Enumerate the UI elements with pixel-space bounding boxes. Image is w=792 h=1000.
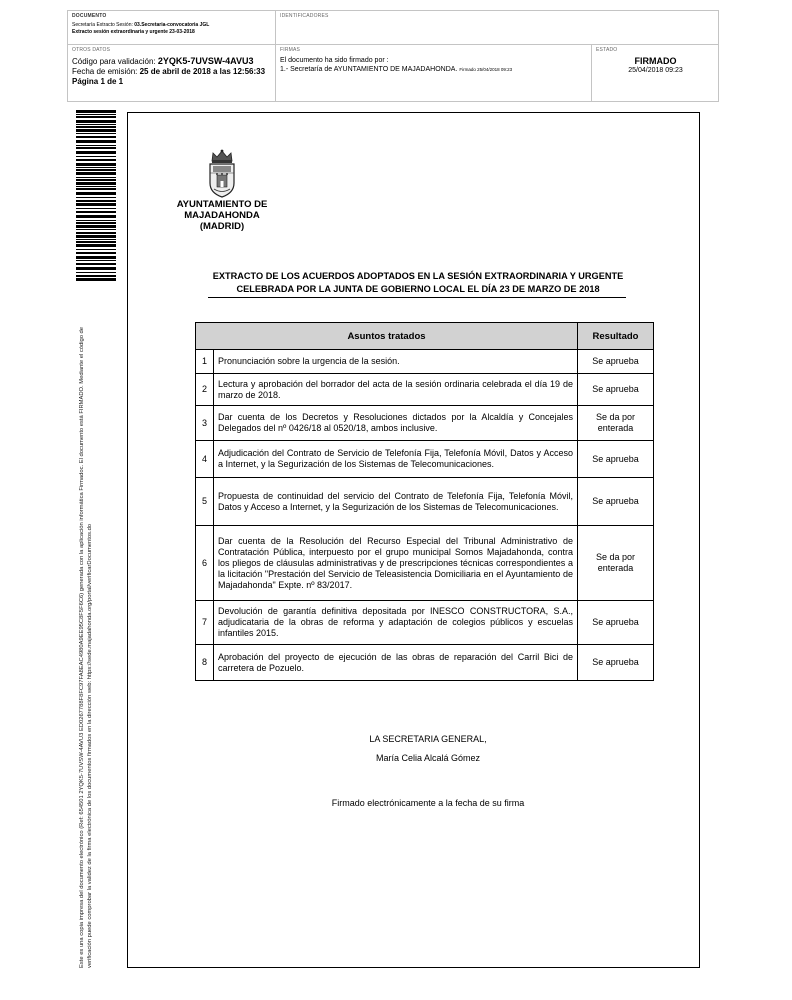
row-number: 8 <box>196 645 214 681</box>
table-row <box>196 374 654 406</box>
row-subject: Pronunciación sobre la urgencia de la sesión. <box>214 350 578 374</box>
table-row <box>196 645 654 681</box>
side-note-line1: Este es una copia impresa del documento electrónico (Ref: 654501 2YQK5-7UVSW-4AVU3 ED0267788F8FC97FA8EAC4980A9EE95C8F5F6C6) generada con la aplicación informática Firmadoc. El documento está FIRMADO. Mediante el código de <box>79 326 85 968</box>
row-subject: Aprobación del proyecto de ejecución de las obras de reparación del Carril Bici de carretera de Pozuelo. <box>214 645 578 681</box>
row-subject: Dar cuenta de la Resolución del Recurso Especial del Tribunal Administrativo de Contratación Pública, interpuesto por el grupo municipal Somos Majadahonda, contra los pliegos de cláusulas administrativas y de prescripciones técnicas correspondientes a la licitación "Prestación del Servicio de Teleasistencia Domiciliaria en el Ayuntamiento de Majadahonda" Expte. nº 83/2017. <box>214 526 578 601</box>
verification-side-note <box>78 298 94 968</box>
firmas-label: FIRMAS <box>280 47 301 53</box>
identificadores-cell <box>276 11 719 45</box>
validation-code: Código para validación: 2YQK5-7UVSW-4AVU3 <box>72 56 254 66</box>
documento-label: DOCUMENTO <box>72 13 107 19</box>
row-result: Se aprueba <box>578 645 654 681</box>
identificadores-label: IDENTIFICADORES <box>280 13 329 19</box>
title-line1: EXTRACTO DE LOS ACUERDOS ADOPTADOS EN LA SESIÓN EXTRAORDINARIA Y URGENTE <box>212 271 624 281</box>
row-result: Se aprueba <box>578 374 654 406</box>
row-result: Se da por enterada <box>578 526 654 601</box>
documento-line2: Extracto sesión extraordinaria y urgente 23-03-2018 <box>72 29 195 35</box>
agenda-table <box>195 322 654 681</box>
header-result: Resultado <box>578 323 654 350</box>
row-number: 1 <box>196 350 214 374</box>
table-row <box>196 478 654 526</box>
barcode-icon <box>76 110 116 282</box>
row-number: 5 <box>196 478 214 526</box>
estado-value: FIRMADO <box>634 56 677 66</box>
table-row <box>196 601 654 645</box>
signature-block <box>268 730 588 768</box>
estado-date: 25/04/2018 09:23 <box>628 67 683 74</box>
header-subject: Asuntos tratados <box>196 323 578 350</box>
page-count: Página 1 de 1 <box>72 77 124 86</box>
table-row <box>196 406 654 441</box>
row-number: 3 <box>196 406 214 441</box>
row-result: Se da por enterada <box>578 406 654 441</box>
row-number: 7 <box>196 601 214 645</box>
side-note-line2: verificación puede comprobar la validez de la firma electrónica de los documentos firmados en la dirección web: https://sede.majadahonda.org/portal/verificarDocumentos.do <box>87 523 93 968</box>
electronic-signature-note: Firmado electrónicamente a la fecha de su firma <box>331 798 525 808</box>
row-result: Se aprueba <box>578 601 654 645</box>
title-underline <box>208 297 626 298</box>
row-number: 2 <box>196 374 214 406</box>
signer-role: LA SECRETARIA GENERAL, <box>369 734 487 744</box>
row-subject: Propuesta de continuidad del servicio del Contrato de Telefonía Fija, Telefonía Móvil, Datos y Acceso a Internet, y la Segurización de los Sistemas de Telecomunicaciones. <box>214 478 578 526</box>
firmas-intro: El documento ha sido firmado por : <box>280 57 389 64</box>
majadahonda-coat-of-arms-icon <box>202 147 242 199</box>
emission-date: Fecha de emisión: 25 de abril de 2018 a las 12:56:33 <box>72 67 266 76</box>
firmas-signer: 1.- Secretaría de AYUNTAMIENTO DE MAJADAHONDA. Firmado 25/04/2018 09:23 <box>280 66 513 73</box>
table-row <box>196 441 654 478</box>
documento-line1: Secretaría Extracto Sesión: 03.Secretaria-convocatoria JGL <box>72 22 210 28</box>
org-line2: MAJADAHONDA <box>184 210 260 221</box>
row-result: Se aprueba <box>578 478 654 526</box>
row-subject: Lectura y aprobación del borrador del acta de la sesión ordinaria celebrada el día 19 de marzo de 2018. <box>214 374 578 406</box>
title-line2: CELEBRADA POR LA JUNTA DE GOBIERNO LOCAL EL DÍA 23 DE MARZO DE 2018 <box>236 284 600 294</box>
row-result: Se aprueba <box>578 441 654 478</box>
org-line3: (MADRID) <box>199 221 245 232</box>
document-page <box>127 112 700 968</box>
otros-datos-label: OTROS DATOS <box>72 47 111 53</box>
row-subject: Dar cuenta de los Decretos y Resoluciones dictados por la Alcaldía y Concejales Delegados del nº 0426/18 al 0520/18, ambos inclusive. <box>214 406 578 441</box>
firmas-cell <box>276 45 592 102</box>
row-number: 6 <box>196 526 214 601</box>
row-result: Se aprueba <box>578 350 654 374</box>
document-metadata-box <box>67 10 719 102</box>
table-row <box>196 350 654 374</box>
estado-cell <box>592 45 719 102</box>
row-subject: Devolución de garantía definitiva depositada por INESCO CONSTRUCTORA, S.A., adjudicataria de la obras de reforma y adaptación de colegios públicos y escuelas infantiles 2015. <box>214 601 578 645</box>
row-number: 4 <box>196 441 214 478</box>
agenda-table-header <box>196 323 654 350</box>
org-line1: AYUNTAMIENTO DE <box>176 199 268 210</box>
document-title <box>188 270 648 296</box>
otros-datos-cell <box>68 45 276 102</box>
estado-label: ESTADO <box>596 47 618 53</box>
documento-cell <box>68 11 276 45</box>
row-subject: Adjudicación del Contrato de Servicio de Telefonía Fija, Telefonía Móvil, Datos y Acceso a Internet, y la Segurización de los Sistemas de Telecomunicaciones. <box>214 441 578 478</box>
organization-name <box>158 199 286 232</box>
signer-name: María Celia Alcalá Gómez <box>375 753 481 763</box>
table-row <box>196 526 654 601</box>
